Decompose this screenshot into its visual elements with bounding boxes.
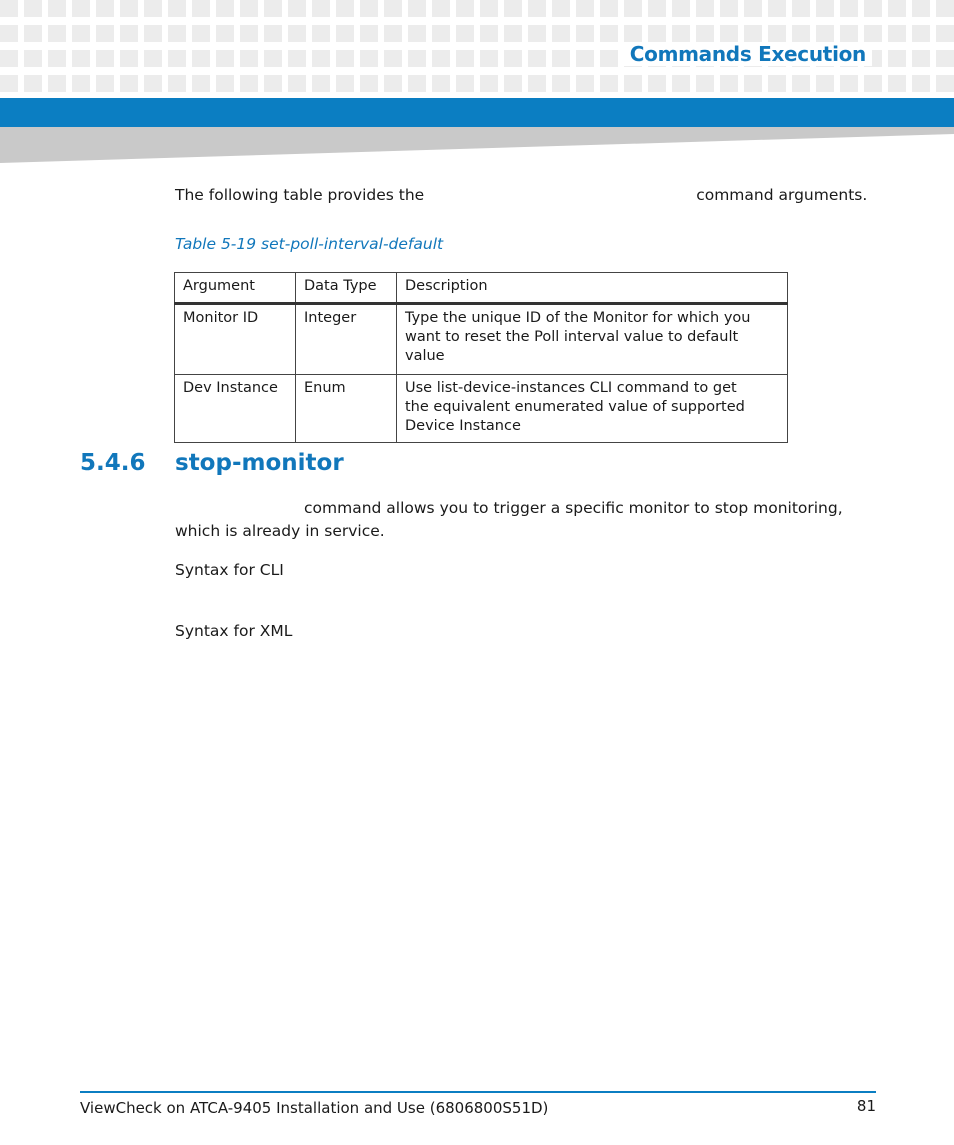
running-header-title: Commands Execution — [624, 42, 872, 66]
table-cell: Enum — [296, 375, 397, 443]
table-header-row — [175, 273, 788, 304]
section-number: 5.4.6 — [80, 450, 146, 476]
section-paragraph-text: command allows you to trigger a specific monitor to stop monitoring, which is already in service. — [175, 499, 843, 540]
table-header-cell: Argument — [175, 273, 296, 304]
intro-paragraph — [175, 184, 875, 207]
header-blue-bar — [0, 98, 954, 127]
intro-text-after: command arguments. — [696, 186, 868, 204]
table-cell: Integer — [296, 304, 397, 375]
footer-page-number: 81 — [856, 1097, 876, 1115]
section-heading — [80, 450, 344, 476]
table-header-cell: Data Type — [296, 273, 397, 304]
footer-rule — [80, 1091, 876, 1093]
table-header-cell: Description — [397, 273, 788, 304]
table-cell: Type the unique ID of the Monitor for which you want to reset the Poll interval value to default value — [397, 304, 788, 375]
section-paragraph — [175, 497, 875, 543]
table-caption: Table 5-19 set-poll-interval-default — [175, 235, 444, 253]
syntax-cli-label: Syntax for CLI — [175, 561, 284, 579]
section-title: stop-monitor — [175, 450, 344, 476]
arguments-table — [174, 272, 788, 443]
header-gray-wedge — [0, 127, 954, 163]
table-cell: Use list-device-instances CLI command to get the equivalent enumerated value of supported Device Instance — [397, 375, 788, 443]
table-row — [175, 304, 788, 375]
intro-text-before: The following table provides the — [175, 186, 425, 204]
footer-doc-title: ViewCheck on ATCA-9405 Installation and Use (6806800S51D) — [80, 1099, 549, 1117]
table-row — [175, 375, 788, 443]
syntax-xml-label: Syntax for XML — [175, 622, 293, 640]
table-cell: Dev Instance — [175, 375, 296, 443]
table-cell: Monitor ID — [175, 304, 296, 375]
